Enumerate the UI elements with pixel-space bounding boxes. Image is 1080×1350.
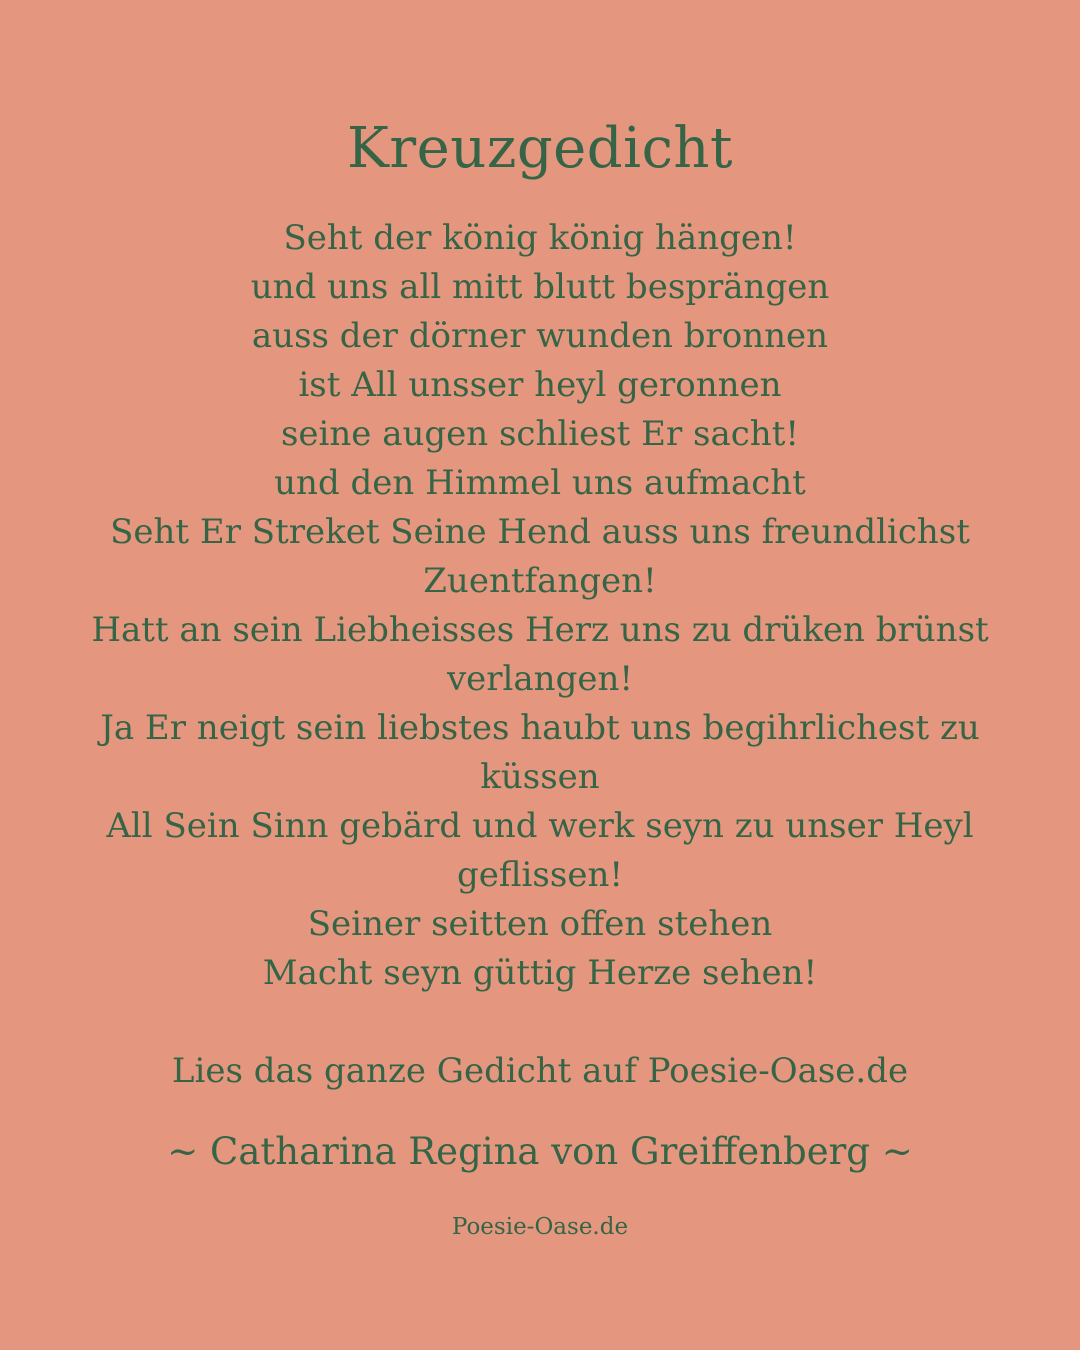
poem-line: ist All unsser heyl geronnen <box>298 365 782 405</box>
site-footer-label: Poesie-Oase.de <box>451 1214 629 1240</box>
poem-line: Hatt an sein Liebheisses Herz uns zu drüken brünst verlangen! <box>91 610 989 699</box>
poem-line: und uns all mitt blutt besprängen <box>250 267 830 307</box>
poem-line: Seiner seitten offen stehen <box>307 904 773 944</box>
poem-author: ~ Catharina Regina von Greiffenberg ~ <box>167 1130 913 1173</box>
poem-line: auss der dörner wunden bronnen <box>251 316 829 356</box>
poem-line: seine augen schliest Er sacht! <box>280 414 800 454</box>
poem-line: Ja Er neigt sein liebstes haubt uns begihrlichest zu küssen <box>100 708 980 797</box>
poem-line: Seht der könig könig hängen! <box>283 218 797 258</box>
poem-line: Seht Er Streket Seine Hend auss uns freundlichst Zuentfangen! <box>110 512 970 601</box>
poem-line: All Sein Sinn gebärd und werk seyn zu unser Heyl geflissen! <box>106 806 974 895</box>
read-full-poem-text: Lies das ganze Gedicht auf Poesie-Oase.de <box>171 1051 909 1091</box>
poem-line: und den Himmel uns aufmacht <box>274 463 806 503</box>
poem-line: Macht seyn güttig Herze sehen! <box>262 953 818 993</box>
poem-title: Kreuzgedicht <box>347 116 733 181</box>
poem-body <box>90 214 990 998</box>
